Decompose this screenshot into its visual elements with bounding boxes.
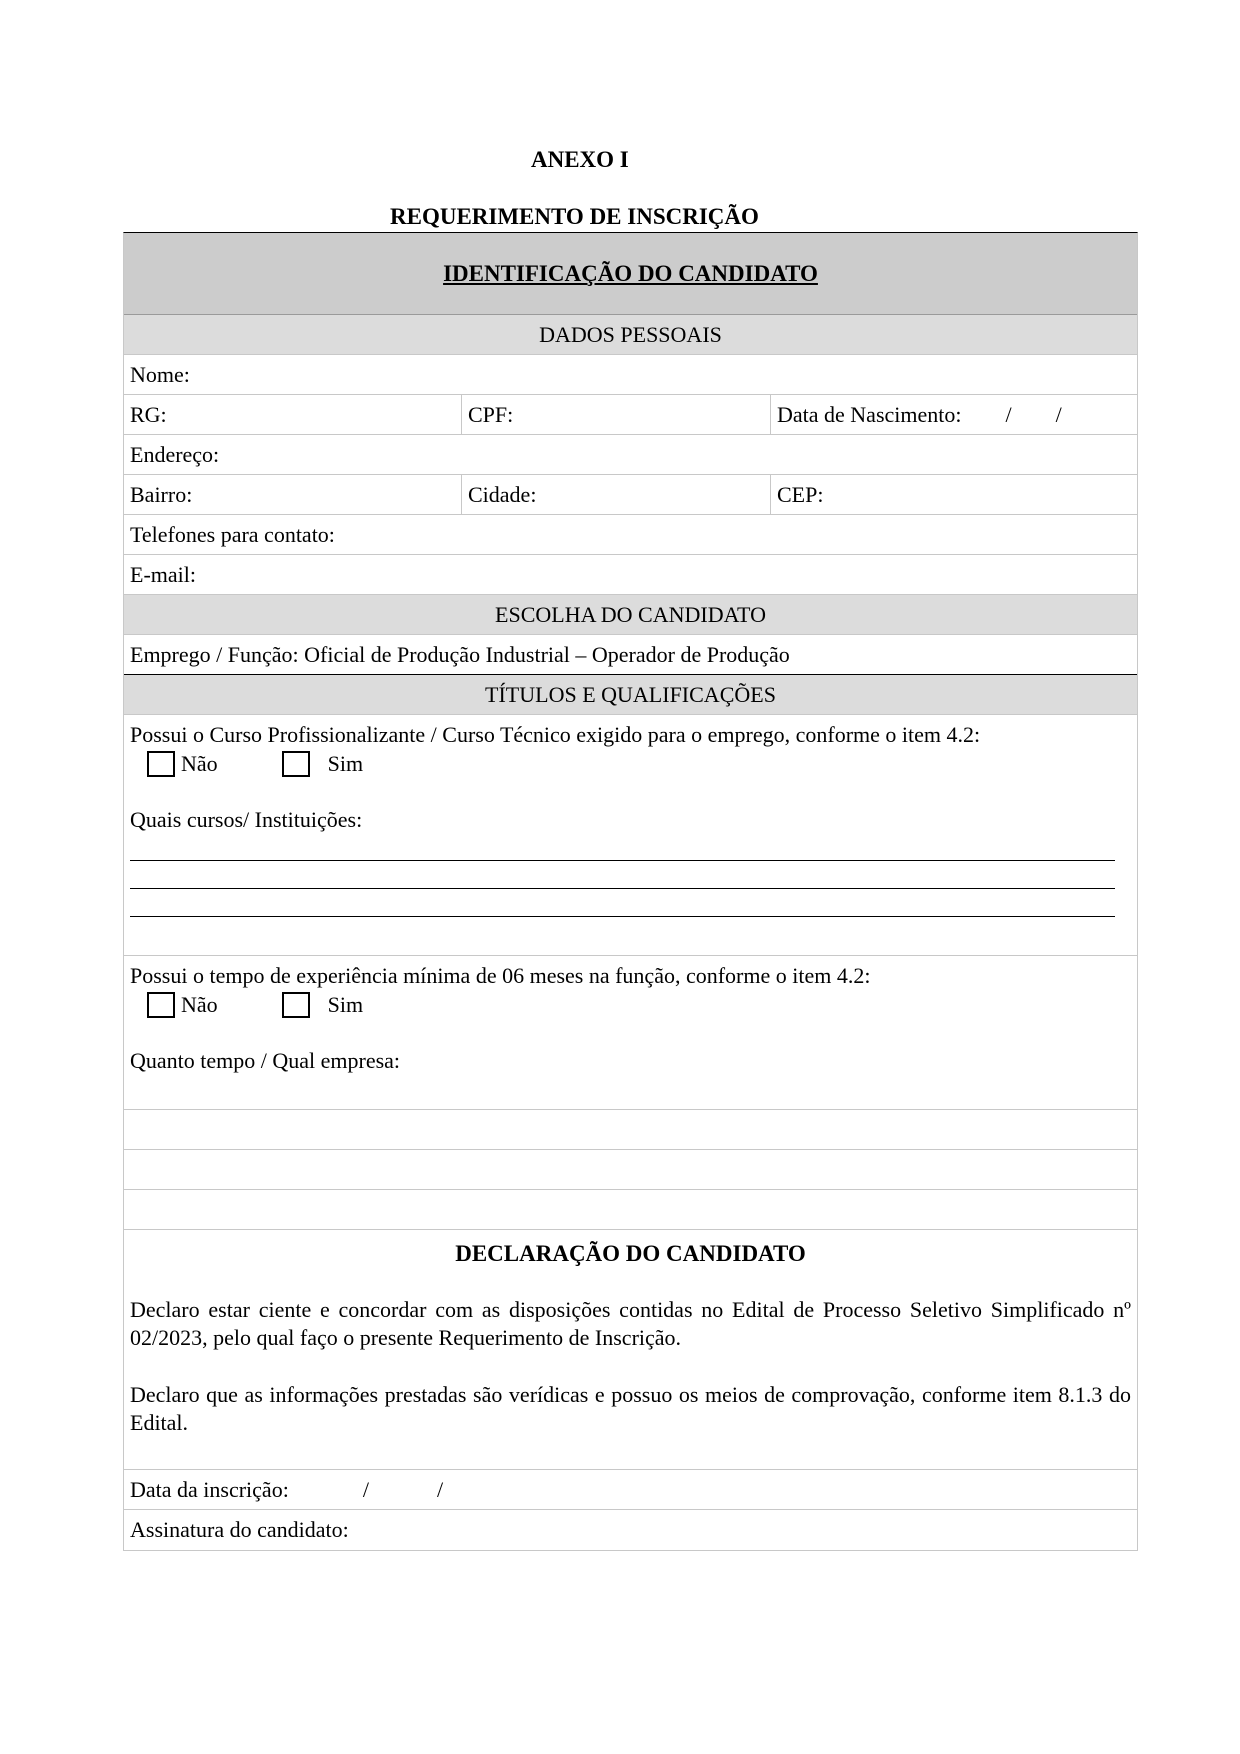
address-row: [124, 435, 1137, 475]
candidate-choice-section: ESCOLHA DO CANDIDATO: [124, 595, 1137, 635]
declaration-paragraph-1: Declaro estar ciente e concordar com as disposições contidas no Edital de Processo Seletivo Simplificado nº 02/2023, pelo qual faço o presente Requerimento de Inscrição.: [130, 1297, 1131, 1350]
cpf-field[interactable]: [461, 395, 770, 434]
email-field[interactable]: [124, 555, 1137, 594]
job-row: [124, 635, 1137, 675]
courses-answer-line[interactable]: [130, 888, 1115, 889]
personal-data-section: DADOS PESSOAIS: [124, 315, 1137, 355]
job-field: [124, 635, 1137, 674]
date-slash: /: [436, 1476, 444, 1502]
course-no-checkbox[interactable]: [147, 751, 175, 777]
course-options: [147, 749, 363, 779]
identification-header: [124, 233, 1137, 315]
address-field[interactable]: [124, 435, 1137, 474]
experience-yes-label: Sim: [327, 992, 364, 1017]
declaration-content: [124, 1230, 1137, 1469]
date-slash: /: [1055, 401, 1062, 427]
signature-field[interactable]: [124, 1510, 1137, 1550]
declaration-block: [124, 1230, 1137, 1470]
city-field[interactable]: [461, 475, 770, 514]
signature-row: [124, 1510, 1137, 1550]
experience-question: Possui o tempo de experiência mínima de 06 meses na função, conforme o item 4.2:: [130, 963, 871, 988]
phones-label: Telefones para contato:: [130, 521, 335, 547]
declaration-title: DECLARAÇÃO DO CANDIDATO: [455, 1241, 806, 1266]
zip-field[interactable]: [770, 475, 1137, 514]
course-question: Possui o Curso Profissionalizante / Curso Técnico exigido para o emprego, conforme o item 4.2:: [130, 722, 981, 747]
experience-answer-row[interactable]: [124, 1150, 1137, 1190]
courses-label: Quais cursos/ Instituições:: [130, 807, 363, 832]
experience-label: Quanto tempo / Qual empresa:: [130, 1048, 401, 1073]
name-field[interactable]: [124, 355, 1137, 394]
date-slash: /: [1005, 401, 1012, 427]
rg-label: RG:: [130, 401, 167, 427]
experience-no-checkbox[interactable]: [147, 992, 175, 1018]
qualifications-section: TÍTULOS E QUALIFICAÇÕES: [124, 675, 1137, 715]
experience-question-block: [124, 956, 1137, 1109]
experience-answer-row[interactable]: [124, 1190, 1137, 1230]
inscription-date-label: Data da inscrição:: [130, 1476, 289, 1502]
id-row: [124, 395, 1137, 435]
rg-field[interactable]: [124, 395, 461, 434]
cpf-label: CPF:: [468, 401, 514, 427]
declaration-paragraph-2: Declaro que as informações prestadas são verídicas e possuo os meios de comprovação, conforme item 8.1.3 do Edital.: [130, 1382, 1131, 1435]
registration-form: [123, 232, 1138, 1551]
phones-field[interactable]: [124, 515, 1137, 554]
course-yes-label: Sim: [327, 751, 364, 776]
experience-block: [124, 956, 1137, 1110]
course-block: [124, 715, 1137, 956]
signature-label: Assinatura do candidato:: [130, 1517, 349, 1542]
birth-date-field[interactable]: [770, 395, 1137, 434]
course-question-block: [124, 715, 1137, 955]
inscription-date-row: [124, 1470, 1137, 1510]
annex-title: ANEXO I: [531, 147, 629, 172]
experience-no-label: Não: [181, 992, 218, 1017]
courses-answer-line[interactable]: [130, 860, 1115, 861]
identification-header-text: IDENTIFICAÇÃO DO CANDIDATO: [443, 260, 818, 286]
district-field[interactable]: [124, 475, 461, 514]
experience-options: [147, 990, 363, 1020]
address-label: Endereço:: [130, 441, 220, 467]
experience-answer-row[interactable]: [124, 1110, 1137, 1150]
birth-date-label: Data de Nascimento:: [777, 401, 962, 427]
city-label: Cidade:: [468, 481, 537, 507]
course-yes-checkbox[interactable]: [282, 751, 310, 777]
email-row: [124, 555, 1137, 595]
courses-answer-line[interactable]: [130, 916, 1115, 917]
name-row: [124, 355, 1137, 395]
zip-label: CEP:: [777, 481, 824, 507]
date-slash: /: [362, 1476, 369, 1502]
email-label: E-mail:: [130, 561, 196, 587]
job-text: Emprego / Função: Oficial de Produção Industrial – Operador de Produção: [130, 641, 790, 667]
name-label: Nome:: [130, 361, 190, 387]
course-no-label: Não: [181, 751, 218, 776]
experience-yes-checkbox[interactable]: [282, 992, 310, 1018]
phones-row: [124, 515, 1137, 555]
inscription-date-field[interactable]: [124, 1470, 1137, 1509]
form-title: REQUERIMENTO DE INSCRIÇÃO: [390, 204, 759, 229]
location-row: [124, 475, 1137, 515]
district-label: Bairro:: [130, 481, 193, 507]
